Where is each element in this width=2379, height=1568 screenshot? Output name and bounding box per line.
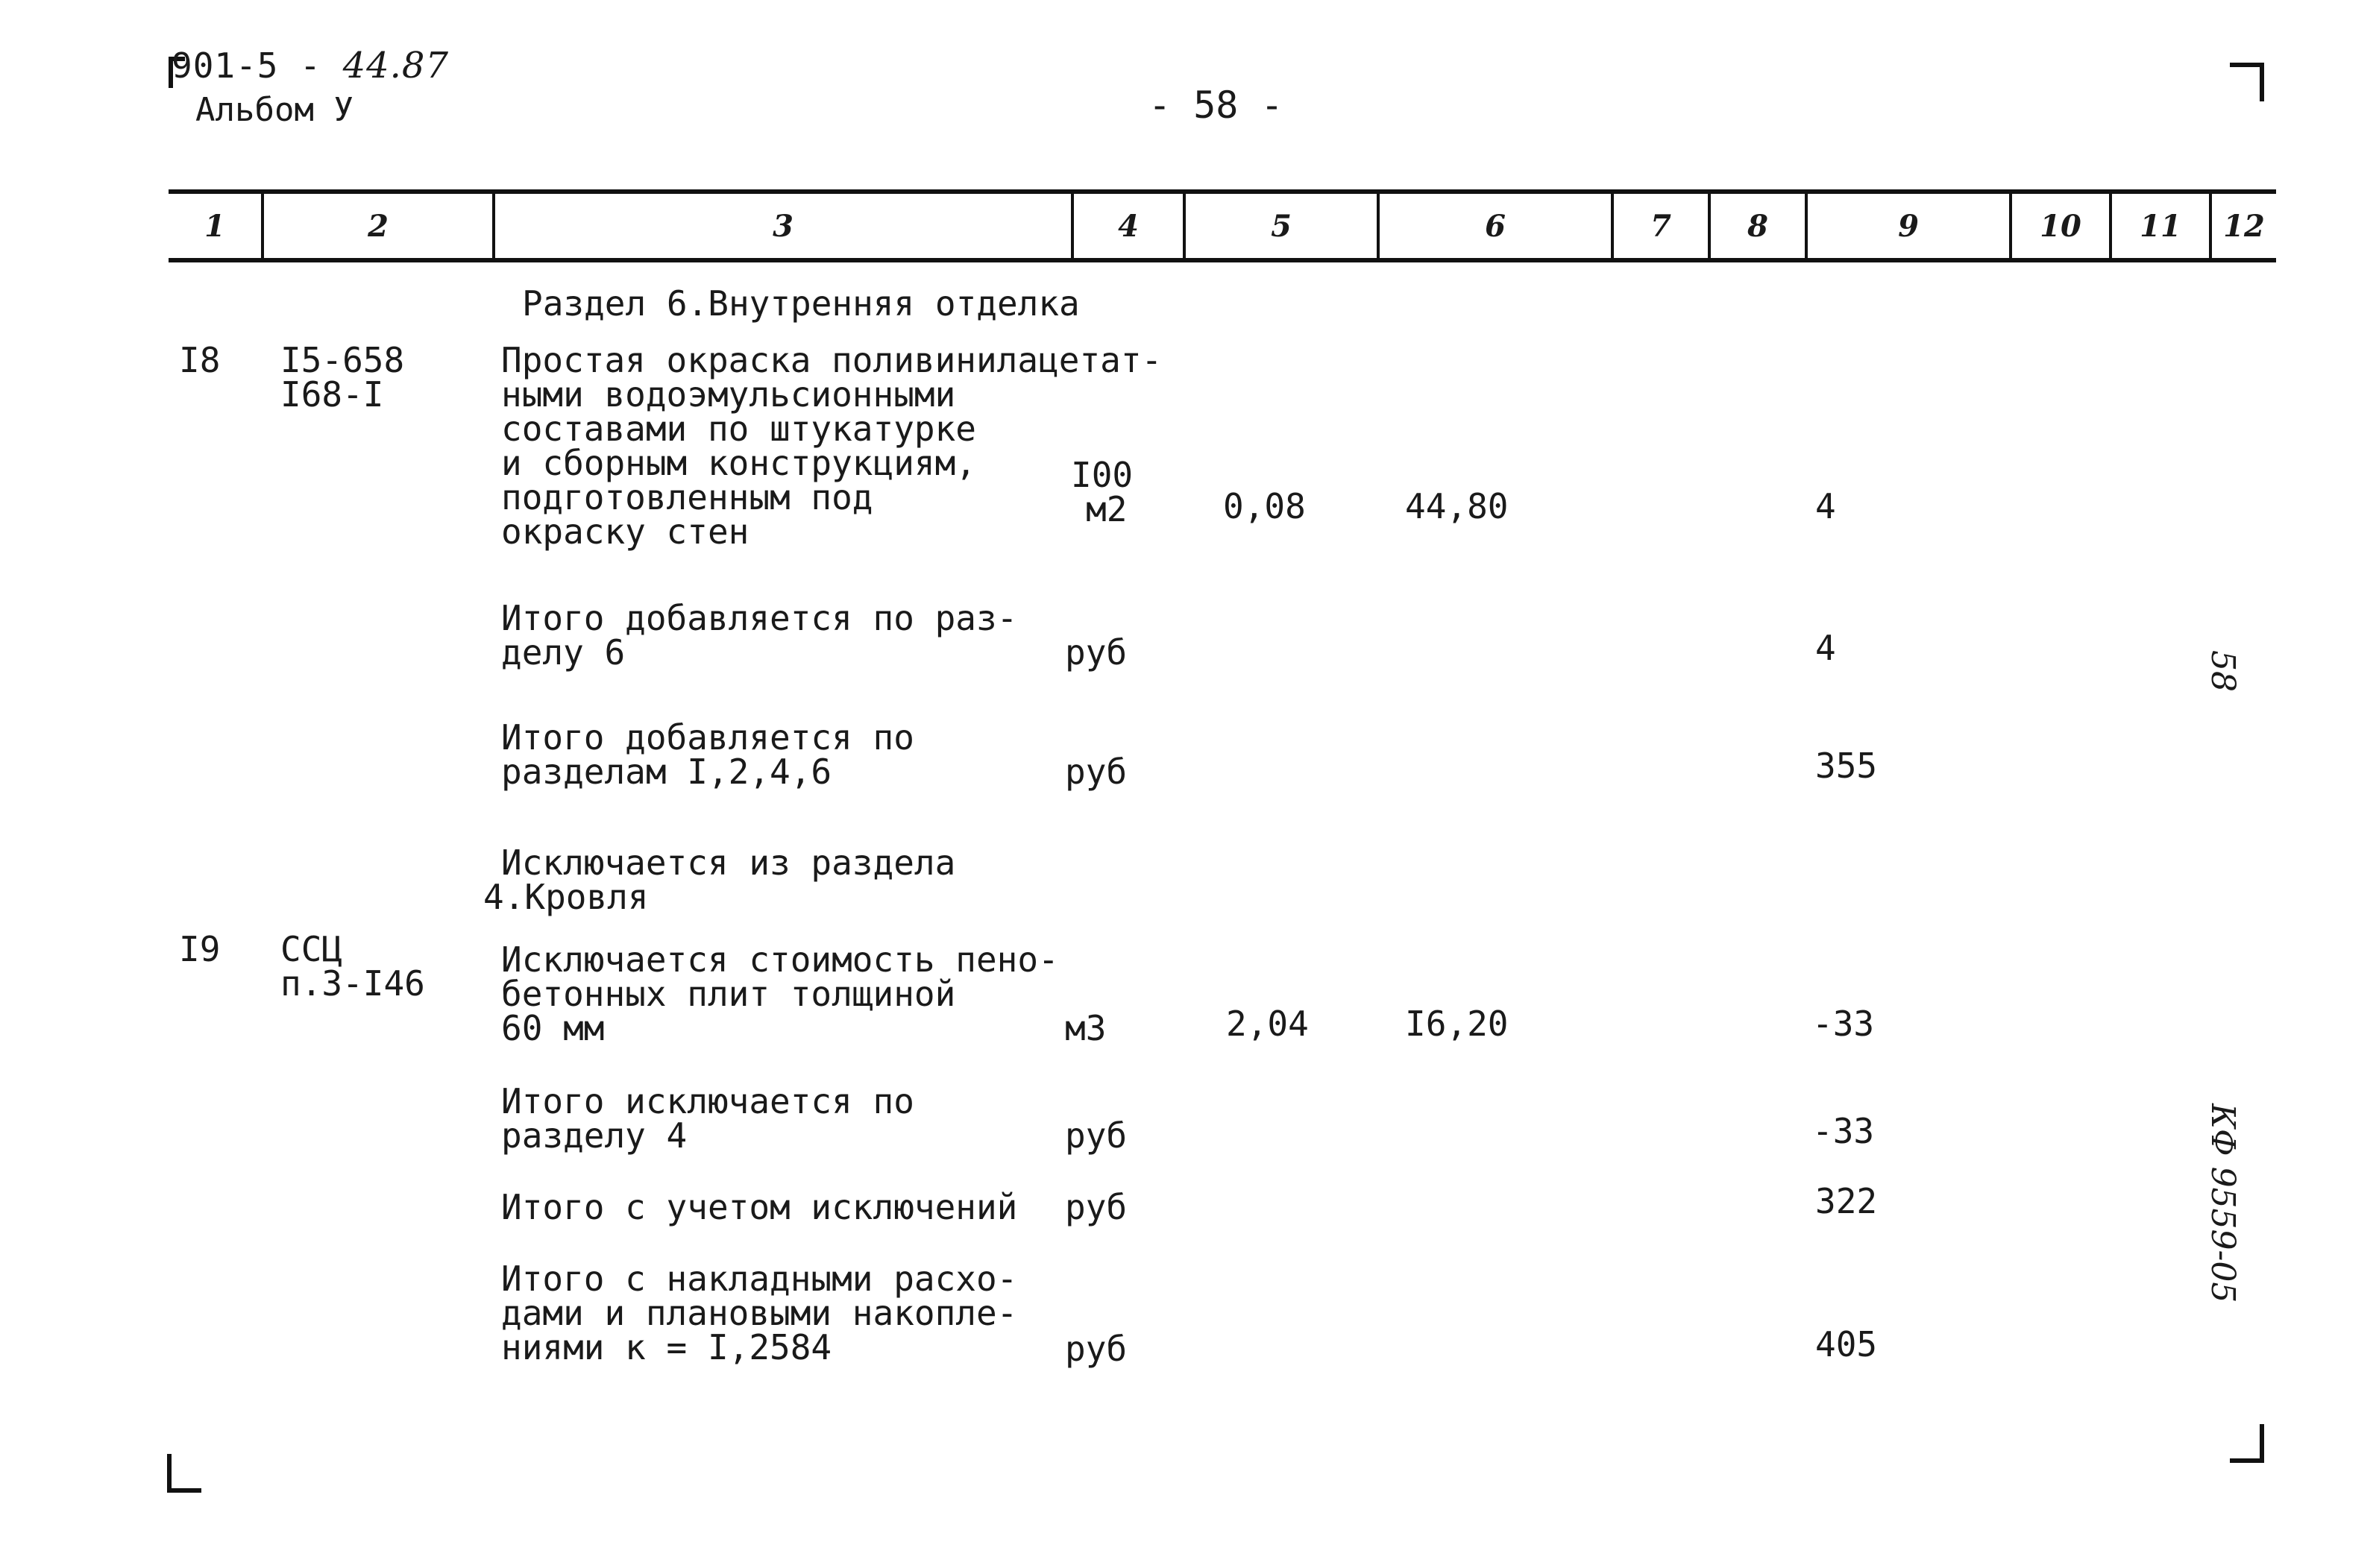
- row-description: Итого исключается по: [501, 1081, 914, 1121]
- row-description: Простая окраска поливинилацетат-: [501, 340, 1163, 380]
- row-unit: руб: [1065, 1329, 1128, 1369]
- row-total: 4: [1815, 486, 1836, 526]
- row-quantity: 2,04: [1226, 1004, 1309, 1044]
- row-description: 60 мм: [501, 1008, 605, 1048]
- row-description: Итого добавляется по раз-: [501, 598, 1018, 638]
- row-description: Итого с накладными расхо-: [501, 1259, 1018, 1299]
- row-description: 4.Кровля: [483, 877, 649, 917]
- row-description: ными водоэмульсионными: [501, 374, 956, 415]
- document-code-printed: 901-5 -: [172, 45, 321, 86]
- row-description: подготовленным под: [501, 477, 873, 517]
- column-header: 12: [2223, 208, 2265, 244]
- row-number: I8: [179, 340, 221, 380]
- row-description: Итого с учетом исключений: [501, 1187, 1018, 1227]
- corner-mark-bottom-right: [2230, 1424, 2264, 1463]
- row-total: 405: [1815, 1324, 1878, 1364]
- column-header-row: [169, 189, 2276, 262]
- row-total: -33: [1812, 1111, 1875, 1151]
- corner-mark-bottom-left: [167, 1454, 201, 1493]
- column-header: 7: [1614, 194, 1711, 258]
- row-unit: руб: [1065, 1115, 1128, 1156]
- row-unit: руб: [1065, 632, 1128, 673]
- corner-mark-top-right: [2230, 63, 2264, 101]
- section-title: Раздел 6.Внутренняя отделка: [522, 283, 1080, 324]
- page-number: - 58 -: [1148, 84, 1283, 127]
- document-code: [172, 45, 449, 86]
- row-price: I6,20: [1405, 1004, 1509, 1044]
- row-total: 4: [1815, 628, 1836, 668]
- row-unit: м3: [1065, 1008, 1107, 1048]
- document-code-handwritten: 44.87: [342, 45, 449, 86]
- row-description: делу 6: [501, 632, 626, 673]
- column-header: 10: [2012, 194, 2112, 258]
- row-description: ниями к = I,2584: [501, 1327, 832, 1367]
- row-code: п.3-I46: [280, 963, 425, 1004]
- column-header: 11: [2112, 194, 2212, 258]
- row-description: разделам I,2,4,6: [501, 752, 832, 792]
- row-total: 322: [1815, 1181, 1878, 1221]
- row-description: разделу 4: [501, 1115, 688, 1156]
- column-header: 3: [495, 194, 1074, 258]
- row-number: I9: [179, 929, 221, 969]
- row-description: дами и плановыми накопле-: [501, 1293, 1018, 1333]
- row-description: бетонных плит толщиной: [501, 974, 956, 1014]
- column-header: 1: [169, 194, 264, 258]
- column-header: 6: [1380, 194, 1614, 258]
- row-description: Итого добавляется по: [501, 717, 914, 758]
- column-header: 5: [1186, 194, 1380, 258]
- column-header: 8: [1711, 194, 1808, 258]
- row-total: -33: [1812, 1004, 1875, 1044]
- column-header: 4: [1074, 194, 1186, 258]
- row-unit: руб: [1065, 1187, 1128, 1227]
- margin-archive-stamp: КФ 9559-05: [2204, 1103, 2242, 1303]
- row-description: Исключается из раздела: [501, 843, 956, 883]
- row-description: и сборным конструкциям,: [501, 443, 976, 483]
- row-code: I5-658: [280, 340, 405, 380]
- row-unit: м2: [1086, 489, 1128, 529]
- album-label: Альбом У: [195, 91, 353, 129]
- row-unit: I00: [1071, 455, 1134, 495]
- row-code: I68-I: [280, 374, 384, 415]
- row-total: 355: [1815, 746, 1878, 786]
- row-price: 44,80: [1405, 486, 1509, 526]
- row-unit: руб: [1065, 752, 1128, 792]
- row-code: ССЦ: [280, 929, 343, 969]
- row-description: Исключается стоимость пено-: [501, 939, 1059, 980]
- row-description: составами по штукатурке: [501, 409, 976, 449]
- row-description: окраску стен: [501, 511, 749, 552]
- margin-sheet-number: 58: [2204, 650, 2242, 692]
- column-header: 2: [264, 194, 495, 258]
- column-header: 9: [1808, 194, 2012, 258]
- row-quantity: 0,08: [1223, 486, 1306, 526]
